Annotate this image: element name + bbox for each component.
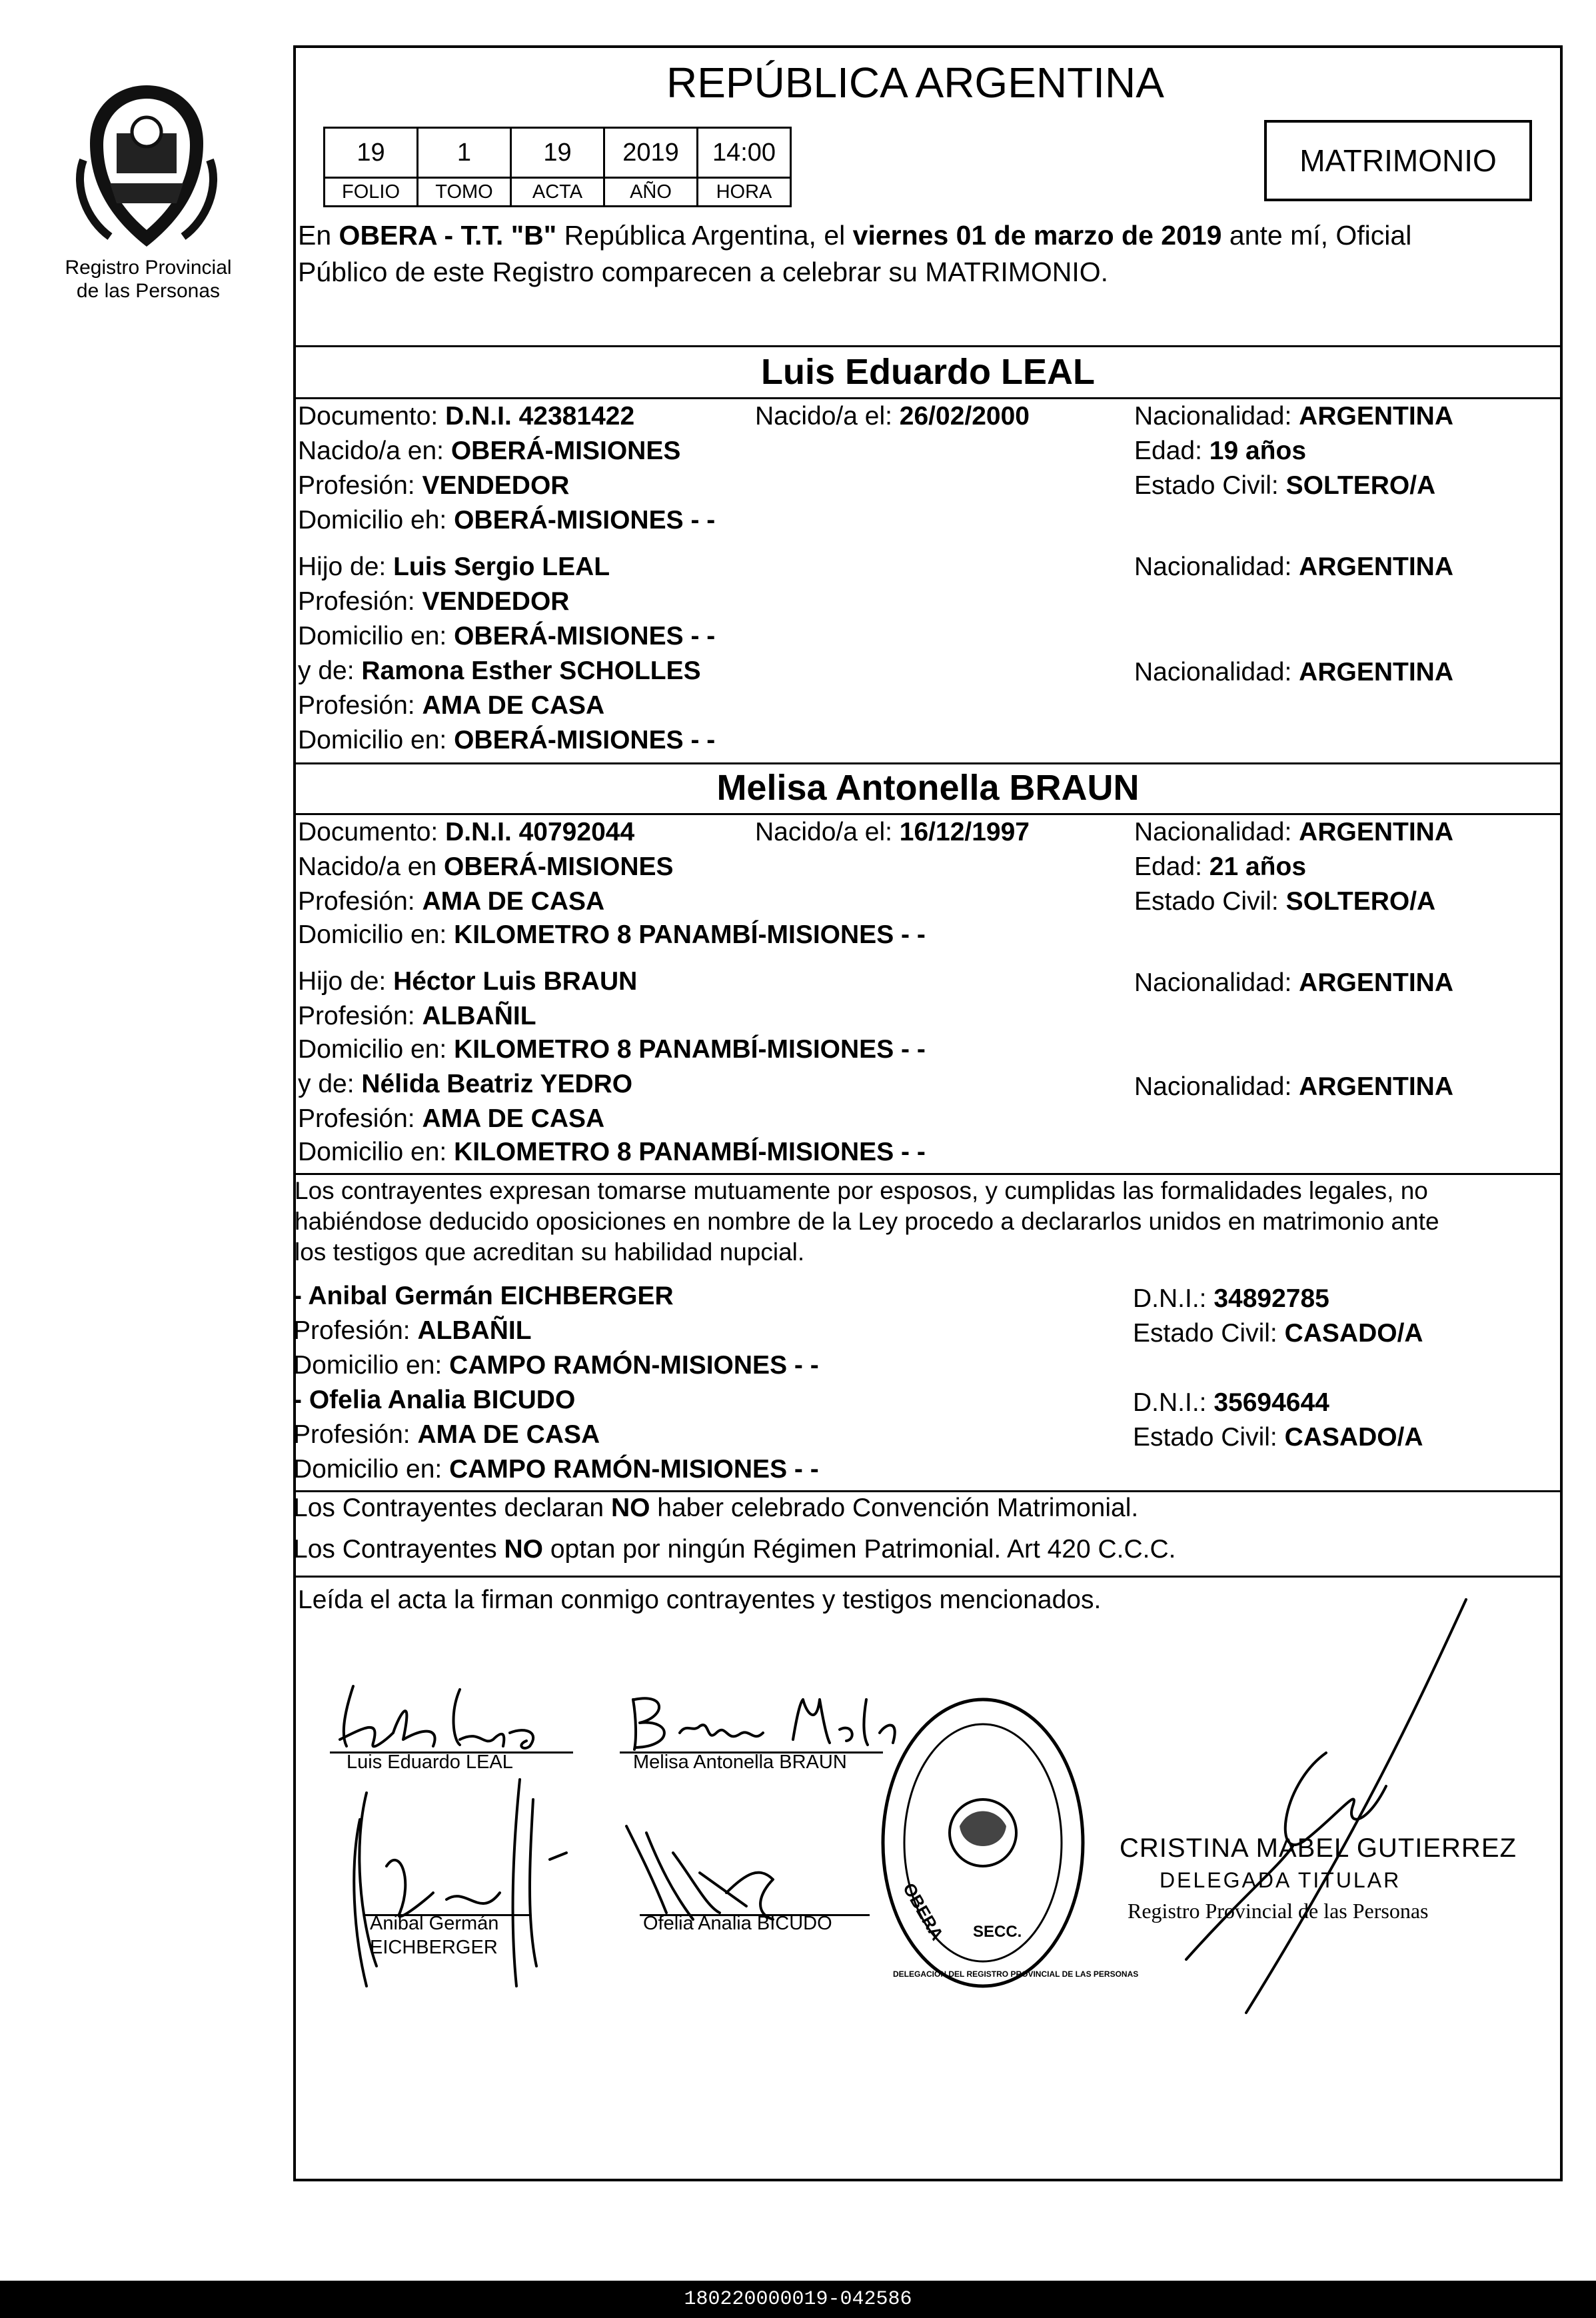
country-title: REPÚBLICA ARGENTINA (666, 59, 1164, 107)
witness1-domicile: Domicilio en: CAMPO RAMÓN-MISIONES - - (293, 1351, 819, 1380)
intro-date: viernes 01 de marzo de 2019 (852, 220, 1222, 251)
declaration-line3: los testigos que acreditan su habilidad nupcial. (295, 1238, 805, 1266)
hora-value: 14:00 (698, 128, 791, 178)
groom-father-profession: Profesión: VENDEDOR (298, 587, 570, 616)
bride-father-profession: Profesión: ALBAÑIL (298, 1002, 536, 1030)
groom-name: Luis Eduardo LEAL (760, 352, 1095, 392)
seal-ring-text: DELEGACION DEL REGISTRO PROVINCIAL DE LAS PERSONAS (893, 1969, 1139, 1979)
groom-document: Documento: D.N.I. 42381422 (298, 402, 635, 431)
witness2-name: - Ofelia Analia BICUDO (293, 1386, 576, 1414)
bride-born-in: Nacido/a en OBERÁ-MISIONES (298, 852, 674, 881)
bride-signature (626, 1686, 920, 1759)
witness1-signature-name-l2: EICHBERGER (370, 1937, 498, 1958)
groom-signature-name: Luis Eduardo LEAL (347, 1751, 513, 1773)
declaration-line1: Los contrayentes expresan tomarse mutuamente por esposos, y cumplidas las formalidades legales, no (295, 1177, 1428, 1204)
groom-father: Hijo de: Luis Sergio LEAL (298, 553, 610, 581)
groom-domicile: Domicilio eh: OBERÁ-MISIONES - - (298, 506, 716, 535)
declaration-line2: habiéndose deducido oposiciones en nombre de la Ley procedo a declararlos unidos en matrimonio ante (295, 1208, 1439, 1235)
acta-label: ACTA (511, 178, 604, 207)
registry-name-line2: de las Personas (76, 280, 221, 302)
seal-center-l1: OBERA (899, 1879, 948, 1944)
closing-statement: Leída el acta la firman conmigo contrayentes y testigos mencionados. (298, 1586, 1102, 1614)
groom-father-domicile: Domicilio en: OBERÁ-MISIONES - - (298, 622, 716, 650)
tomo-value: 1 (418, 128, 511, 178)
folio-label: FOLIO (325, 178, 418, 207)
official-signature (1146, 1586, 1493, 2026)
registry-logo (70, 80, 223, 253)
intro-line1 (298, 220, 1411, 251)
bride-name: Melisa Antonella BRAUN (716, 768, 1140, 808)
groom-born-in: Nacido/a en: OBERÁ-MISIONES (298, 437, 681, 465)
bride-domicile: Domicilio en: KILOMETRO 8 PANAMBÍ-MISIONES - - (298, 920, 926, 949)
official-office: Registro Provincial de las Personas (1128, 1899, 1429, 1923)
seal-center-l2: SECC. (973, 1923, 1022, 1941)
witness1-dni: D.N.I.: 34892785 (1133, 1284, 1329, 1313)
groom-mother-domicile: Domicilio en: OBERÁ-MISIONES - - (298, 726, 716, 754)
ano-value: 2019 (604, 128, 698, 178)
bride-mother-domicile: Domicilio en: KILOMETRO 8 PANAMBÍ-MISIONES - - (298, 1138, 926, 1166)
intro-line2: Público de este Registro comparecen a celebrar su MATRIMONIO. (298, 257, 1109, 287)
groom-civil-status: Estado Civil: SOLTERO/A (1134, 471, 1436, 500)
act-type-box (1264, 120, 1532, 201)
groom-born-on: Nacido/a el: 26/02/2000 (755, 402, 1030, 431)
bride-father-nationality: Nacionalidad: ARGENTINA (1134, 968, 1454, 997)
footer-code: 180220000019-042586 (0, 2281, 1596, 2318)
bride-mother-profession: Profesión: AMA DE CASA (298, 1104, 605, 1133)
official-name: CRISTINA MABEL GUTIERREZ (1120, 1833, 1517, 1863)
ano-label: AÑO (604, 178, 698, 207)
bride-nationality: Nacionalidad: ARGENTINA (1134, 818, 1454, 846)
regime-line1: Los Contrayentes declaran NO haber celebrado Convención Matrimonial. (293, 1494, 1139, 1522)
witness2-profession: Profesión: AMA DE CASA (293, 1420, 600, 1449)
witness1-name: - Anibal Germán EICHBERGER (293, 1282, 674, 1310)
folio-value: 19 (325, 128, 418, 178)
bride-father: Hijo de: Héctor Luis BRAUN (298, 967, 638, 996)
witness1-signature (347, 1766, 573, 2006)
groom-nationality: Nacionalidad: ARGENTINA (1134, 402, 1454, 431)
witness2-civil-status: Estado Civil: CASADO/A (1133, 1423, 1423, 1452)
intro-text-b: República Argentina, el (556, 220, 853, 251)
hora-label: HORA (698, 178, 791, 207)
bride-mother: y de: Nélida Beatriz YEDRO (298, 1070, 633, 1098)
bride-mother-nationality: Nacionalidad: ARGENTINA (1134, 1072, 1454, 1101)
witness2-signature-name: Ofelia Analia BICUDO (643, 1913, 832, 1934)
bride-civil-status: Estado Civil: SOLTERO/A (1134, 887, 1436, 916)
act-type: MATRIMONIO (1299, 143, 1497, 178)
regime-line2: Los Contrayentes NO optan por ningún Régimen Patrimonial. Art 420 C.C.C. (293, 1535, 1176, 1564)
intro-text-a: En (298, 220, 339, 251)
groom-mother: y de: Ramona Esther SCHOLLES (298, 656, 701, 685)
bride-document: Documento: D.N.I. 40792044 (298, 818, 635, 846)
groom-profession: Profesión: VENDEDOR (298, 471, 570, 500)
intro-place: OBERA - T.T. "B" (339, 220, 557, 251)
groom-mother-profession: Profesión: AMA DE CASA (298, 691, 605, 720)
groom-signature (327, 1666, 553, 1759)
tomo-label: TOMO (418, 178, 511, 207)
witness1-civil-status: Estado Civil: CASADO/A (1133, 1319, 1423, 1348)
witness2-dni: D.N.I.: 35694644 (1133, 1388, 1329, 1417)
bride-signature-name: Melisa Antonella BRAUN (633, 1751, 847, 1773)
witness1-profession: Profesión: ALBAÑIL (293, 1316, 532, 1345)
bride-father-domicile: Domicilio en: KILOMETRO 8 PANAMBÍ-MISIONES - - (298, 1035, 926, 1064)
groom-father-nationality: Nacionalidad: ARGENTINA (1134, 553, 1454, 581)
registry-name-line1: Registro Provincial (65, 257, 232, 279)
groom-mother-nationality: Nacionalidad: ARGENTINA (1134, 658, 1454, 686)
record-grid (323, 127, 792, 207)
groom-age: Edad: 19 años (1134, 437, 1307, 465)
intro-text-c: ante mí, Oficial (1221, 220, 1412, 251)
witness2-domicile: Domicilio en: CAMPO RAMÓN-MISIONES - - (293, 1455, 819, 1484)
bride-born-on: Nacido/a el: 16/12/1997 (755, 818, 1030, 846)
official-title: DELEGADA TITULAR (1160, 1868, 1401, 1892)
witness1-signature-name-l1: Anibal Germán (370, 1913, 499, 1934)
official-seal (876, 1693, 1139, 1993)
bride-age: Edad: 21 años (1134, 852, 1307, 881)
acta-value: 19 (511, 128, 604, 178)
bride-profession: Profesión: AMA DE CASA (298, 887, 605, 916)
